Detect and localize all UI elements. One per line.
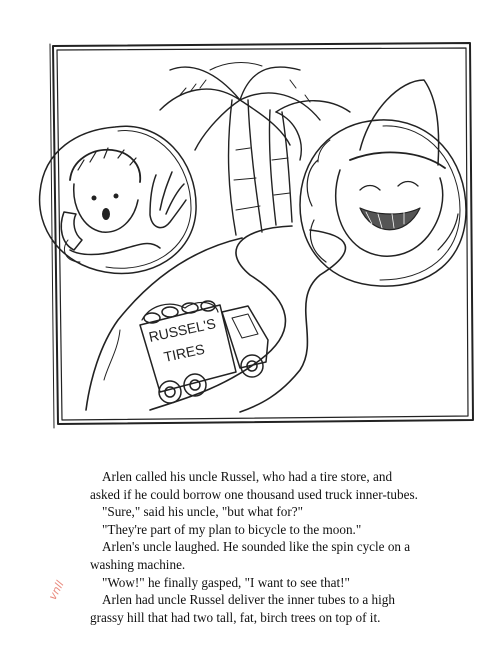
story-line: Arlen had uncle Russel deliver the inner tubes to a high	[102, 592, 395, 608]
boy-on-phone-bubble	[40, 126, 197, 273]
road	[86, 226, 345, 412]
margin-scribble	[46, 578, 86, 622]
uncle-laughing-bubble	[300, 80, 466, 286]
story-line: "Wow!" he finally gasped, "I want to see that!"	[102, 574, 350, 590]
story-text	[90, 468, 450, 626]
margin-scribble-text: vnll	[46, 578, 67, 603]
story-line: "Sure," said his uncle, "but what for?"	[102, 504, 303, 520]
story-line: grassy hill that had two tall, fat, birch trees on top of it.	[90, 609, 381, 625]
story-line: Arlen's uncle laughed. He sounded like the spin cycle on a	[102, 539, 411, 555]
truck-sign-line-2: TIRES	[162, 340, 206, 365]
story-line: Arlen called his uncle Russel, who had a tire store, and	[102, 469, 393, 484]
story-line: "They're part of my plan to bicycle to the moon."	[102, 521, 362, 537]
story-line: washing machine.	[90, 556, 186, 572]
truck-sign-line-1: RUSSEL'S	[147, 315, 218, 345]
story-line: asked if he could borrow one thousand used truck inner-tubes.	[90, 486, 418, 502]
